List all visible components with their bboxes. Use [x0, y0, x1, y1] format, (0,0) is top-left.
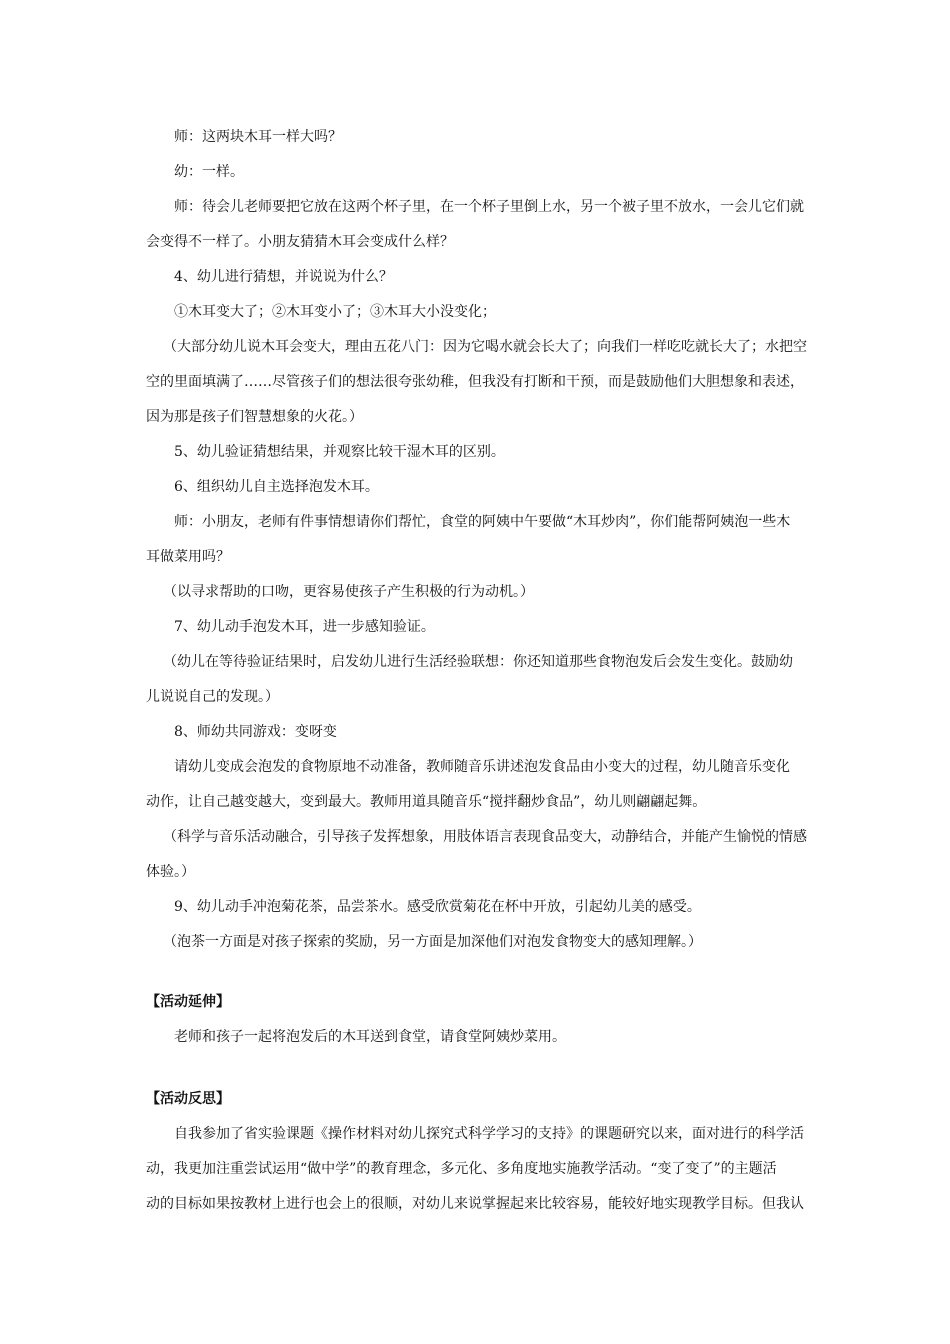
paragraph-line: 耳做菜用吗？	[146, 549, 230, 565]
paragraph-line: 6、组织幼儿自主选择泡发木耳。	[174, 479, 379, 495]
reflection-heading: 【活动反思】	[146, 1091, 230, 1107]
paragraph-line: （泡茶一方面是对孩子探索的奖励，另一方面是加深他们对泡发食物变大的感知理解。）	[163, 934, 702, 950]
paragraph-line: （幼儿在等待验证结果时，启发幼儿进行生活经验联想：你还知道那些食物泡发后会发生变化。鼓励幼	[163, 654, 793, 670]
paragraph-line: 师：这两块木耳一样大吗？	[174, 129, 342, 145]
reflection-line: 自我参加了省实验课题《操作材料对幼儿探究式科学学习的支持》的课题研究以来，面对进行的科学活	[174, 1126, 804, 1142]
paragraph-line: （大部分幼儿说木耳会变大，理由五花八门：因为它喝水就会长大了；向我们一样吃吃就长大了；水把空	[163, 339, 807, 355]
extension-text: 老师和孩子一起将泡发后的木耳送到食堂，请食堂阿姨炒菜用。	[174, 1029, 566, 1045]
paragraph-line: 幼：一样。	[174, 164, 244, 180]
paragraph-line: 5、幼儿验证猜想结果，并观察比较干湿木耳的区别。	[174, 444, 505, 460]
paragraph-line: 因为那是孩子们智慧想象的火花。）	[146, 409, 363, 425]
reflection-line: 动，我更加注重尝试运用“做中学”的教育理念，多元化、多角度地实施教学活动。“变了变了”的主题活	[146, 1161, 777, 1177]
paragraph-line: 师：待会儿老师要把它放在这两个杯子里，在一个杯子里倒上水，另一个被子里不放水，一会儿它们就	[174, 199, 804, 215]
paragraph-line: （科学与音乐活动融合，引导孩子发挥想象，用肢体语言表现食品变大，动静结合，并能产生愉悦的情感	[163, 829, 807, 845]
paragraph-line: 师：小朋友，老师有件事情想请你们帮忙，食堂的阿姨中午要做“木耳炒肉”，你们能帮阿姨泡一些木	[174, 514, 791, 530]
paragraph-line: 儿说说自己的发现。）	[146, 689, 279, 705]
paragraph-line: 7、幼儿动手泡发木耳，进一步感知验证。	[174, 619, 435, 635]
paragraph-line: 会变得不一样了。小朋友猜猜木耳会变成什么样？	[146, 234, 454, 250]
paragraph-line: 8、师幼共同游戏：变呀变	[174, 724, 337, 740]
extension-heading: 【活动延伸】	[146, 994, 230, 1010]
paragraph-line: 体验。）	[146, 864, 195, 880]
paragraph-line: 4、幼儿进行猜想，并说说为什么？	[174, 269, 393, 285]
paragraph-line: 请幼儿变成会泡发的食物原地不动准备，教师随音乐讲述泡发食品由小变大的过程，幼儿随音乐变化	[174, 759, 790, 775]
reflection-line: 动的目标如果按教材上进行也会上的很顺，对幼儿来说掌握起来比较容易，能较好地实现教学目标。但我认	[146, 1196, 804, 1212]
paragraph-line: 动作，让自己越变越大，变到最大。教师用道具随音乐“搅拌翻炒食品”，幼儿则翩翩起舞。	[146, 794, 707, 810]
paragraph-line: 空的里面填满了……尽管孩子们的想法很夸张幼稚，但我没有打断和干预，而是鼓励他们大胆想象和表述，	[146, 374, 804, 390]
paragraph-line: （以寻求帮助的口吻，更容易使孩子产生积极的行为动机。）	[163, 584, 534, 600]
paragraph-line: ①木耳变大了；②木耳变小了；③木耳大小没变化；	[174, 304, 496, 320]
paragraph-line: 9、幼儿动手冲泡菊花茶，品尝茶水。感受欣赏菊花在杯中开放，引起幼儿美的感受。	[174, 899, 701, 915]
